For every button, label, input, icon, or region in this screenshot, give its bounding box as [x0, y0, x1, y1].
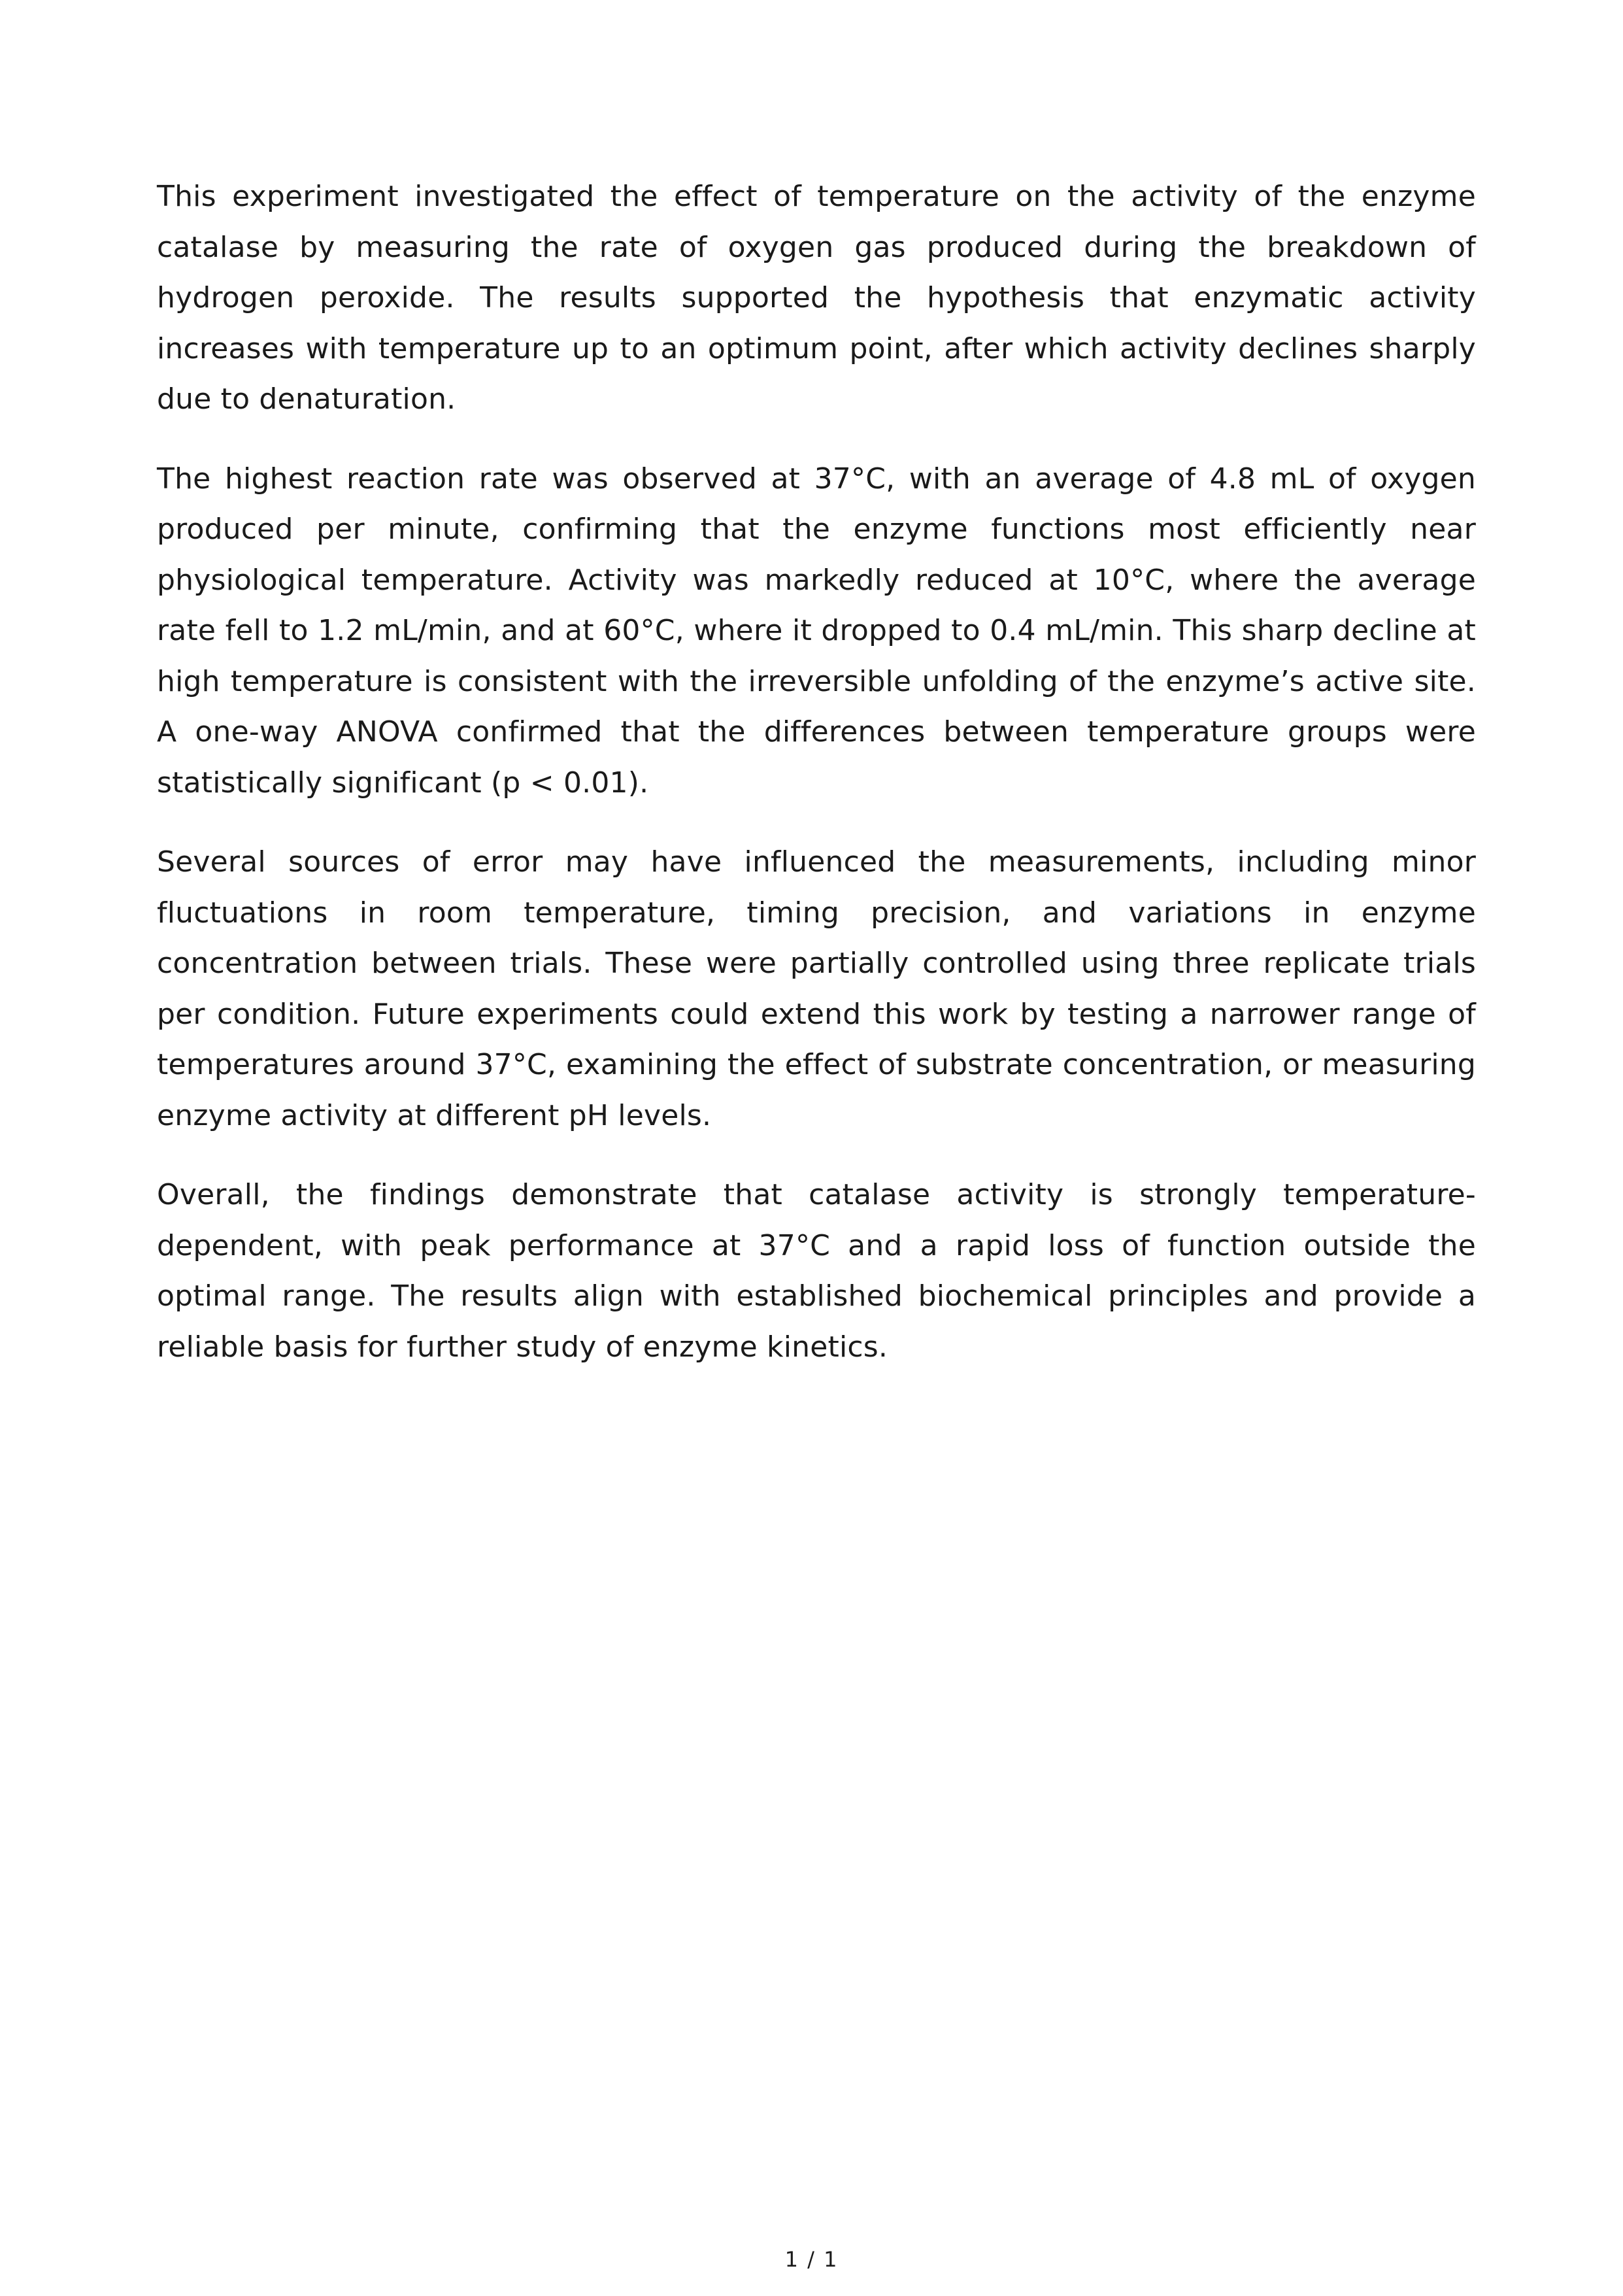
page-number: 1 / 1: [784, 2247, 839, 2272]
document-body: [157, 171, 1476, 1401]
paragraph-introduction: This experiment investigated the effect of temperature on the activity of the enzyme catalase by measuring the rate of oxygen gas produced during the breakdown of hydrogen peroxide. The results supported the hypothesis that enzymatic activity increases with temperature up to an optimum point, after which activity declines sharply due to denaturation.: [157, 180, 1476, 416]
paragraph-results: The highest reaction rate was observed at 37°C, with an average of 4.8 mL of oxygen produced per minute, confirming that the enzyme functions most efficiently near physiological temperature. Activity was markedly reduced at 10°C, where the average rate fell to 1.2 mL/min, and at 60°C, where it dropped to 0.4 mL/min. This sharp decline at high temperature is consistent with the irreversible unfolding of the enzyme’s active site. A one-way ANOVA confirmed that the differences between temperature groups were statistically significant (p < 0.01).: [157, 462, 1476, 800]
paragraph-conclusion: Overall, the findings demonstrate that catalase activity is strongly temperature-dependent, with peak performance at 37°C and a rapid loss of function outside the optimal range. The results align with established biochemical principles and provide a reliable basis for further study of enzyme kinetics.: [157, 1178, 1476, 1364]
paragraph-sources-of-error: Several sources of error may have influenced the measurements, including minor fluctuations in room temperature, timing precision, and variations in enzyme concentration between trials. These were partially controlled using three replicate trials per condition. Future experiments could extend this work by testing a narrower range of temperatures around 37°C, examining the effect of substrate concentration, or measuring enzyme activity at different pH levels.: [157, 845, 1476, 1132]
